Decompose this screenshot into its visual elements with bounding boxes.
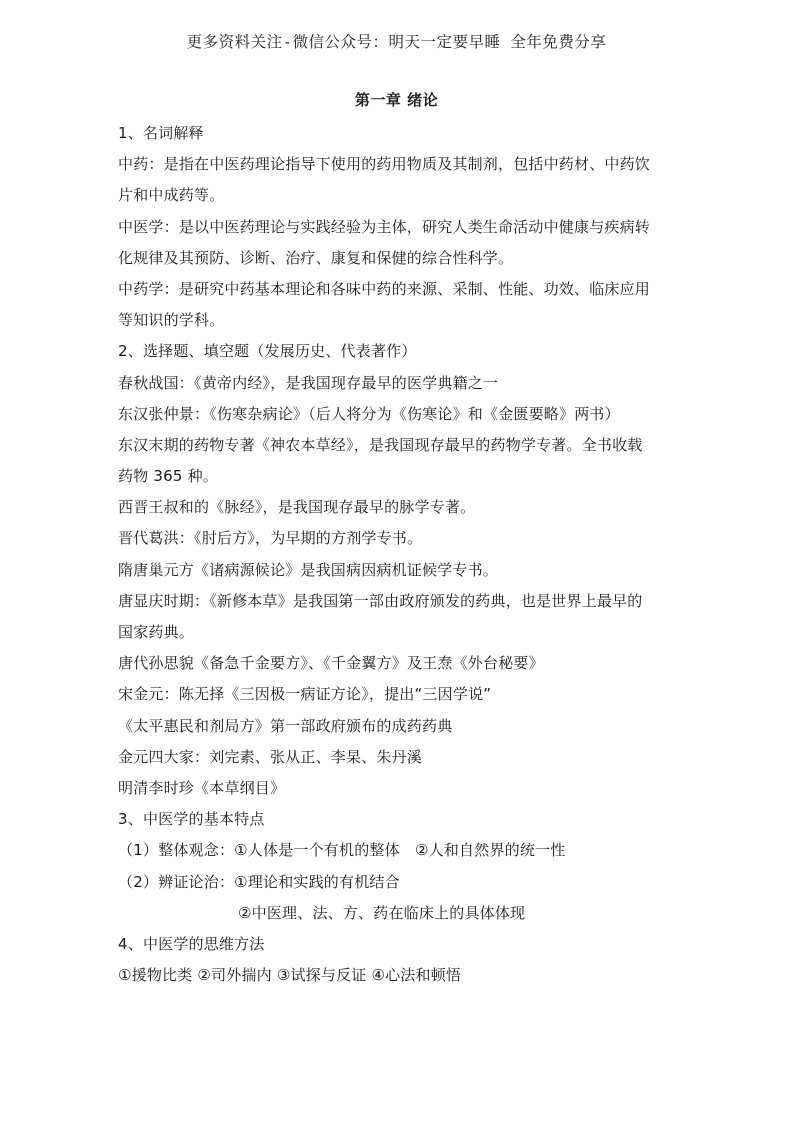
text-line: （2）辨证论治：①理论和实践的有机结合 [118,872,400,891]
text-line: 等知识的学科。 [118,311,225,330]
text-line: 化规律及其预防、诊断、治疗、康复和保健的综合性科学。 [118,248,514,267]
page-header: 更多资料关注-微信公众号：明天一定要早睡 全年免费分享 [186,33,607,51]
text-line: 金元四大家：刘完素、张从正、李杲、朱丹溪 [118,747,423,766]
text-line: ①援物比类 ②司外揣内 ③试探与反证 ④心法和顿悟 [118,966,462,985]
text-line: 东汉张仲景：《伤寒杂病论》（后人将分为《伤寒论》和《金匮要略》两书） [118,404,620,423]
chapter-title: 第一章 绪论 [354,91,439,109]
text-line: 药物 365 种。 [118,467,218,486]
text-line: 宋金元：陈无择《三因极一病证方论》，提出“三因学说” [118,685,492,704]
text-line: 唐代孙思貌《备急千金要方》、《千金翼方》及王焘《外台秘要》 [118,654,544,673]
section-heading: 3、中医学的基本特点 [118,810,265,829]
text-line: ②中医理、法、方、药在临床上的具体体现 [238,903,526,922]
text-line: 中药：是指在中医药理论指导下使用的药用物质及其制剂，包括中药材、中药饮 [118,155,651,174]
section-heading: 1、名词解释 [118,124,204,142]
text-line: 中药学：是研究中药基本理论和各味中药的来源、采制、性能、功效、临床应用 [118,279,651,298]
text-line: 明清李时珍《本草纲目》 [118,778,286,797]
text-line: 东汉末期的药物专著《神农本草经》，是我国现存最早的药物学专著。全书收载 [118,435,643,454]
text-line: 国家药典。 [118,623,195,641]
text-line: 西晋王叔和的《脉经》，是我国现存最早的脉学专著。 [118,498,476,517]
section-heading: 4、中医学的思维方法 [118,934,265,953]
text-line: 唐显庆时期：《新修本草》是我国第一部由政府颁发的药典，也是世界上最早的 [118,591,643,610]
document-body [118,118,678,991]
section-heading: 2、选择题、填空题（发展历史、代表著作） [118,342,417,361]
text-line: 中医学：是以中医药理论与实践经验为主体，研究人类生命活动中健康与疾病转 [118,217,651,236]
text-line: 片和中成药等。 [118,186,225,205]
text-line: （1）整体观念：①人体是一个有机的整体 ②人和自然界的统一性 [118,841,566,860]
text-line: 春秋战国：《黄帝内经》，是我国现存最早的医学典籍之一 [118,373,499,392]
text-line: 隋唐巢元方《诸病源候论》是我国病因病机证候学专书。 [118,560,499,579]
text-line: 晋代葛洪：《肘后方》，为早期的方剂学专书。 [118,529,423,548]
text-line: 《太平惠民和剂局方》第一部政府颁布的成药药典 [118,716,453,735]
